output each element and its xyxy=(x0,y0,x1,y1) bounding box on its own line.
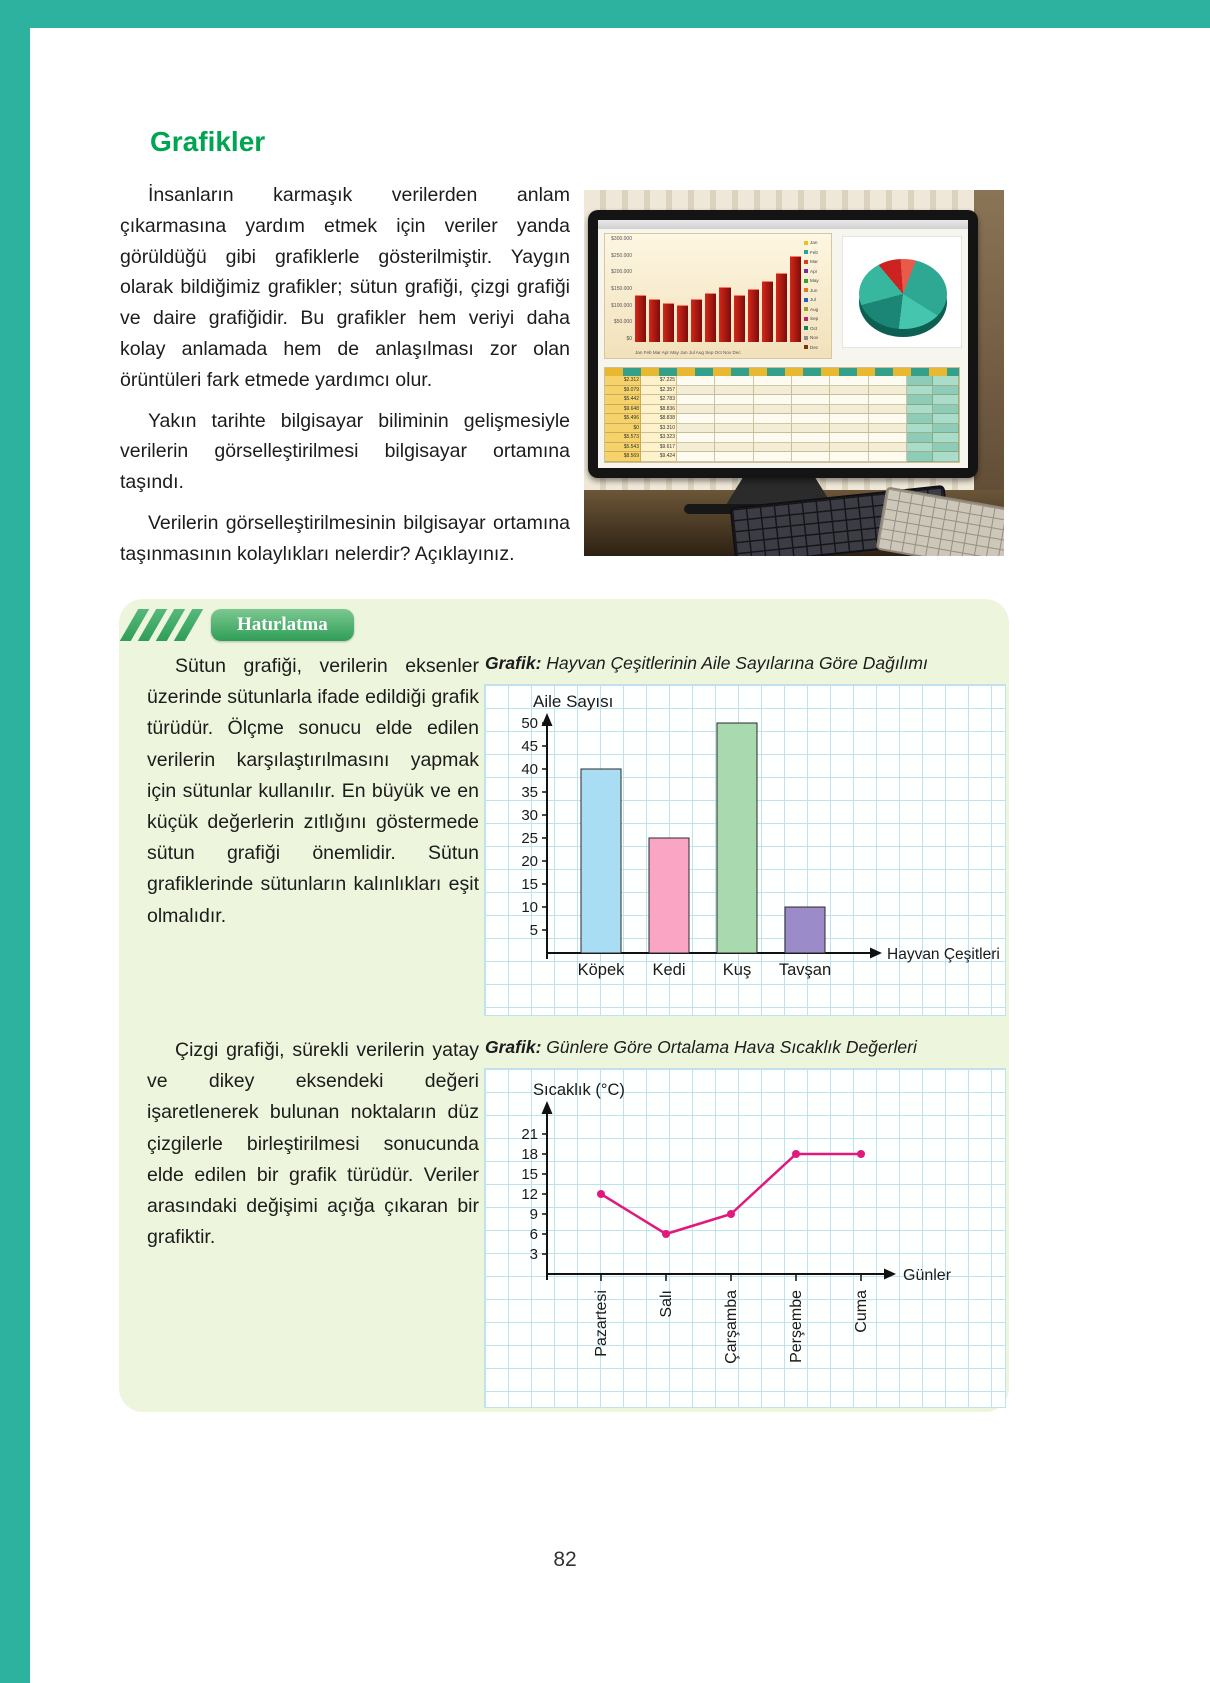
y-tick-label: 15 xyxy=(521,1166,538,1183)
legend-label: Feb xyxy=(810,249,818,255)
y-tick-label: 9 xyxy=(529,1206,538,1223)
legend-item xyxy=(804,314,830,324)
legend-label: May xyxy=(810,278,819,284)
x-category-label: Perşembe xyxy=(788,1290,805,1363)
spreadsheet-cell xyxy=(933,424,959,434)
spreadsheet-cell xyxy=(754,405,792,415)
page-number: 82 xyxy=(553,1548,577,1571)
spreadsheet-cell xyxy=(754,433,792,443)
legend-swatch xyxy=(804,250,808,254)
spreadsheet-toolbar xyxy=(598,220,968,229)
legend-label: Oct xyxy=(810,325,818,331)
spreadsheet-cell xyxy=(830,405,868,415)
caption-label: Grafik: xyxy=(485,653,542,673)
y-tick-label: 6 xyxy=(529,1226,538,1243)
spreadsheet-cell xyxy=(792,414,830,424)
spreadsheet-cell xyxy=(715,424,753,434)
y-tick-label: 10 xyxy=(521,899,538,916)
intro-paragraph-3: Verilerin görselleştirilmesinin bilgisayar ortamına taşınmasının kolaylıkları nelerdir? Açıklayınız. xyxy=(120,511,570,565)
excel-bar xyxy=(635,295,646,342)
spreadsheet-cell xyxy=(754,376,792,386)
spreadsheet-cell xyxy=(869,414,907,424)
legend-swatch xyxy=(804,241,808,245)
spreadsheet-cell xyxy=(754,443,792,453)
y-tick-label: 35 xyxy=(521,784,538,801)
reminder-box xyxy=(119,599,1009,1412)
x-category-label: Cuma xyxy=(853,1290,870,1333)
x-category-label: Çarşamba xyxy=(723,1290,740,1364)
y-tick-label: 3 xyxy=(529,1246,538,1263)
legend-item xyxy=(804,238,830,248)
legend-label: Nov xyxy=(810,335,819,341)
spreadsheet-cell xyxy=(715,405,753,415)
legend-item xyxy=(804,248,830,258)
legend-label: Aug xyxy=(810,306,819,312)
y-tick-label: 20 xyxy=(521,853,538,870)
bar-Kedi xyxy=(649,838,689,953)
line-chart xyxy=(485,1069,1005,1407)
spreadsheet-cell xyxy=(677,424,715,434)
legend-swatch xyxy=(804,288,808,292)
spreadsheet-cell xyxy=(907,424,933,434)
caption-label: Grafik: xyxy=(485,1037,542,1057)
bar-category-label: Kedi xyxy=(652,961,686,979)
spreadsheet-cell xyxy=(677,405,715,415)
line-graph-description: Çizgi grafiği, sürekli verilerin yatay ve dikey eksendeki değeri işaretlenerek bulunan noktaların düz çizgilerle birleştirilmesi sonucunda elde edilen bir grafik türüdür. Veriler arasındaki değişimi açığa çıkaran bir grafiktir. xyxy=(147,1039,479,1249)
spreadsheet-cell xyxy=(907,376,933,386)
excel-chart-y-labels xyxy=(606,236,632,342)
spreadsheet-cell xyxy=(715,443,753,453)
spreadsheet-cell xyxy=(792,433,830,443)
spreadsheet-cell xyxy=(715,376,753,386)
spreadsheet-cell xyxy=(907,386,933,396)
spreadsheet-cell xyxy=(830,395,868,405)
bar-Kuş xyxy=(717,723,757,953)
excel-bar xyxy=(790,256,801,342)
spreadsheet-cell xyxy=(830,443,868,453)
spreadsheet-cell xyxy=(830,414,868,424)
data-point xyxy=(857,1150,865,1158)
spreadsheet-cell: $7.225 xyxy=(641,376,677,386)
excel-bar xyxy=(691,299,702,342)
spreadsheet-cell xyxy=(869,443,907,453)
spreadsheet-cell xyxy=(792,452,830,462)
excel-bar xyxy=(762,281,773,342)
spreadsheet-cell xyxy=(677,452,715,462)
spreadsheet-cell xyxy=(677,395,715,405)
y-tick-label: 5 xyxy=(529,922,538,939)
spreadsheet-cell xyxy=(869,433,907,443)
legend-swatch xyxy=(804,345,808,349)
spreadsheet-cell xyxy=(677,433,715,443)
spreadsheet-cell: $3.323 xyxy=(641,433,677,443)
spreadsheet-cell xyxy=(830,452,868,462)
legend-swatch xyxy=(804,317,808,321)
spreadsheet-cell xyxy=(715,395,753,405)
spreadsheet-header-row xyxy=(605,368,959,376)
excel-bar xyxy=(748,289,759,342)
page-left-border xyxy=(0,0,30,1683)
excel-bar xyxy=(677,305,688,342)
excel-bar xyxy=(649,299,660,342)
spreadsheet-cell: $2.783 xyxy=(641,395,677,405)
legend-item xyxy=(804,343,830,353)
spreadsheet-cell: $0 xyxy=(605,424,641,434)
spreadsheet-cell: $9.079 xyxy=(605,386,641,396)
spreadsheet-cell xyxy=(907,433,933,443)
y-tick-label: 18 xyxy=(521,1146,538,1163)
spreadsheet-cell xyxy=(907,395,933,405)
x-category-label: Salı xyxy=(658,1290,675,1318)
excel-chart-bars xyxy=(635,240,801,342)
bar-category-label: Köpek xyxy=(577,961,625,979)
spreadsheet-cell: $9.424 xyxy=(641,452,677,462)
bar-category-label: Tavşan xyxy=(778,961,832,979)
excel-y-label: $250.000 xyxy=(611,252,632,259)
excel-bar xyxy=(663,303,674,342)
spreadsheet-cell xyxy=(677,386,715,396)
legend-item xyxy=(804,295,830,305)
spreadsheet-cell: $9.617 xyxy=(641,443,677,453)
spreadsheet-cell xyxy=(933,414,959,424)
legend-item xyxy=(804,257,830,267)
legend-label: Dec xyxy=(810,344,819,350)
spreadsheet-cell: $8.836 xyxy=(641,405,677,415)
y-tick-label: 12 xyxy=(521,1186,538,1203)
temperature-line xyxy=(601,1154,861,1234)
spreadsheet-row xyxy=(605,405,959,415)
y-tick-label: 15 xyxy=(521,876,538,893)
intro-text xyxy=(120,180,570,580)
intro-paragraph-1: İnsanların karmaşık verilerden anlam çıkarmasına yardım etmek için veriler yanda görüldüğü gibi grafiklerle gösterilmiştir. Yaygın olarak bildiğimiz grafikler; sütun grafiği, çizgi grafiği ve daire grafiğidir. Bu grafikler hem veriyi daha kolay anlamada hem de anlaşılması zor olan örüntüleri fark etmede yardımcı olur. xyxy=(120,184,570,391)
spreadsheet-cell xyxy=(792,395,830,405)
spreadsheet-cell xyxy=(869,452,907,462)
spreadsheet-cell: $2.312 xyxy=(605,376,641,386)
excel-y-label: $150.000 xyxy=(611,285,632,292)
spreadsheet-cell xyxy=(792,443,830,453)
legend-item xyxy=(804,305,830,315)
legend-swatch xyxy=(804,298,808,302)
spreadsheet-cell: $8.838 xyxy=(641,414,677,424)
spreadsheet-row xyxy=(605,395,959,405)
legend-item xyxy=(804,276,830,286)
monitor-screen xyxy=(598,220,968,468)
legend-swatch xyxy=(804,336,808,340)
excel-bar xyxy=(719,287,730,342)
legend-swatch xyxy=(804,269,808,273)
spreadsheet-cell: $5.442 xyxy=(605,395,641,405)
spreadsheet-cell: $2.357 xyxy=(641,386,677,396)
legend-label: Jan xyxy=(810,240,818,246)
spreadsheet-cell xyxy=(792,376,830,386)
bar-chart-title: Hayvan Çeşitlerinin Aile Sayılarına Göre Dağılımı xyxy=(546,653,928,673)
excel-y-label: $50.000 xyxy=(613,319,632,326)
spreadsheet-cell xyxy=(792,405,830,415)
spreadsheet-cell xyxy=(933,395,959,405)
data-point xyxy=(727,1210,735,1218)
y-axis-arrow xyxy=(542,713,553,726)
reminder-badge: Hatırlatma xyxy=(211,609,354,641)
bar-chart-caption xyxy=(485,653,1007,674)
spreadsheet-cell xyxy=(677,443,715,453)
excel-chart-legend xyxy=(804,238,830,352)
spreadsheet-cell xyxy=(933,405,959,415)
spreadsheet-cell xyxy=(792,386,830,396)
spreadsheet-rows xyxy=(605,376,959,462)
spreadsheet-cell xyxy=(830,424,868,434)
legend-item xyxy=(804,267,830,277)
spreadsheet-cell xyxy=(869,376,907,386)
spreadsheet-row xyxy=(605,386,959,396)
excel-y-label: $0 xyxy=(626,335,632,342)
spreadsheet-table xyxy=(604,367,960,463)
y-tick-label: 50 xyxy=(521,715,538,732)
y-tick-label: 40 xyxy=(521,761,538,778)
excel-y-label: $200.000 xyxy=(611,269,632,276)
page-title: Grafikler xyxy=(150,126,266,157)
spreadsheet-cell xyxy=(933,452,959,462)
legend-label: Apr xyxy=(810,268,818,274)
spreadsheet-cell xyxy=(830,376,868,386)
bar-graph-description: Sütun grafiği, verilerin eksenler üzerinde sütunlarla ifade edildiği grafik türüdür. Ölçme sonucu elde edilen verilerin karşılaştırılmasını yapmak için sütunlar kullanılır. En büyük ve en küçük değerlerin zıtlığını göstermede sütun grafiği önemlidir. Sütun grafiklerinde sütunların kalınlıkları eşit olmalıdır. xyxy=(147,655,479,927)
spreadsheet-cell xyxy=(677,376,715,386)
excel-bar xyxy=(776,273,787,342)
bar-Köpek xyxy=(581,769,621,953)
excel-chart-month-labels: Jan Feb Mar Apr May Jun Jul Aug Sep Oct Nov Dec xyxy=(635,350,741,355)
spreadsheet-row xyxy=(605,443,959,453)
spreadsheet-cell xyxy=(933,386,959,396)
spreadsheet-cell xyxy=(869,405,907,415)
spreadsheet-cell xyxy=(715,452,753,462)
spreadsheet-row xyxy=(605,452,959,462)
spreadsheet-cell xyxy=(933,443,959,453)
line-chart-title: Günlere Göre Ortalama Hava Sıcaklık Değerleri xyxy=(546,1037,917,1057)
spreadsheet-cell: $5.496 xyxy=(605,414,641,424)
legend-item xyxy=(804,333,830,343)
y-axis-label: Sıcaklık (°C) xyxy=(533,1081,625,1099)
spreadsheet-cell: $8.569 xyxy=(605,452,641,462)
spreadsheet-cell xyxy=(907,452,933,462)
spreadsheet-cell xyxy=(869,395,907,405)
legend-label: Jun xyxy=(810,287,818,293)
line-chart-svg xyxy=(485,1069,1005,1407)
spreadsheet-cell: $5.543 xyxy=(605,443,641,453)
spreadsheet-cell xyxy=(792,424,830,434)
y-tick-label: 21 xyxy=(521,1126,538,1143)
intro-paragraph-2: Yakın tarihte bilgisayar biliminin gelişmesiyle verilerin görselleştirilmesi bilgisayar ortamına taşındı. xyxy=(120,409,570,494)
x-axis-label: Günler xyxy=(903,1267,952,1284)
spreadsheet-cell xyxy=(754,424,792,434)
spreadsheet-row xyxy=(605,376,959,386)
excel-y-label: $100.000 xyxy=(611,302,632,309)
legend-item xyxy=(804,324,830,334)
data-point xyxy=(597,1190,605,1198)
spreadsheet-cell: $5.573 xyxy=(605,433,641,443)
excel-y-label: $300.000 xyxy=(611,236,632,242)
spreadsheet-cell xyxy=(715,386,753,396)
bar-category-label: Kuş xyxy=(722,961,752,979)
y-tick-label: 30 xyxy=(521,807,538,824)
excel-bar xyxy=(705,293,716,342)
x-category-label: Pazartesi xyxy=(593,1290,610,1357)
y-tick-label: 25 xyxy=(521,830,538,847)
data-point xyxy=(662,1230,670,1238)
spreadsheet-cell: $9.648 xyxy=(605,405,641,415)
spreadsheet-cell xyxy=(715,414,753,424)
spreadsheet-cell xyxy=(830,386,868,396)
spreadsheet-cell xyxy=(830,433,868,443)
spreadsheet-row xyxy=(605,414,959,424)
spreadsheet-cell xyxy=(907,443,933,453)
y-axis-arrow xyxy=(542,1101,553,1114)
bar-Tavşan xyxy=(785,907,825,953)
excel-pie-chart xyxy=(842,236,962,348)
y-axis-label: Aile Sayısı xyxy=(533,692,614,711)
spreadsheet-cell xyxy=(933,376,959,386)
pie-chart xyxy=(859,259,947,329)
x-axis-label: Hayvan Çeşitleri xyxy=(887,946,1000,963)
spreadsheet-cell xyxy=(933,433,959,443)
spreadsheet-cell xyxy=(869,424,907,434)
legend-item xyxy=(804,286,830,296)
x-axis-arrow xyxy=(884,1269,896,1280)
bar-chart-svg xyxy=(485,685,1005,1015)
spreadsheet-cell: $3.310 xyxy=(641,424,677,434)
page-top-border xyxy=(0,0,1210,28)
monitor-frame xyxy=(588,210,978,478)
computer-monitor-photo xyxy=(584,190,1004,556)
spreadsheet-cell xyxy=(677,414,715,424)
spreadsheet-cell xyxy=(754,395,792,405)
data-point xyxy=(792,1150,800,1158)
legend-swatch xyxy=(804,326,808,330)
bar-chart xyxy=(485,685,1005,1015)
spreadsheet-cell xyxy=(907,414,933,424)
spreadsheet-cell xyxy=(754,386,792,396)
legend-swatch xyxy=(804,279,808,283)
spreadsheet-cell xyxy=(754,414,792,424)
spreadsheet-row xyxy=(605,424,959,434)
spreadsheet-cell xyxy=(715,433,753,443)
excel-bar xyxy=(734,295,745,342)
legend-label: Jul xyxy=(810,297,816,303)
spreadsheet-row xyxy=(605,433,959,443)
legend-swatch xyxy=(804,307,808,311)
legend-label: Mar xyxy=(810,259,818,265)
y-tick-label: 45 xyxy=(521,738,538,755)
legend-swatch xyxy=(804,260,808,264)
spreadsheet-cell xyxy=(907,405,933,415)
legend-label: Sep xyxy=(810,316,819,322)
spreadsheet-cell xyxy=(869,386,907,396)
x-axis-arrow xyxy=(870,948,882,959)
excel-bar-chart xyxy=(604,233,832,359)
reminder-header xyxy=(129,609,354,641)
line-chart-caption xyxy=(485,1037,1007,1058)
spreadsheet-cell xyxy=(754,452,792,462)
